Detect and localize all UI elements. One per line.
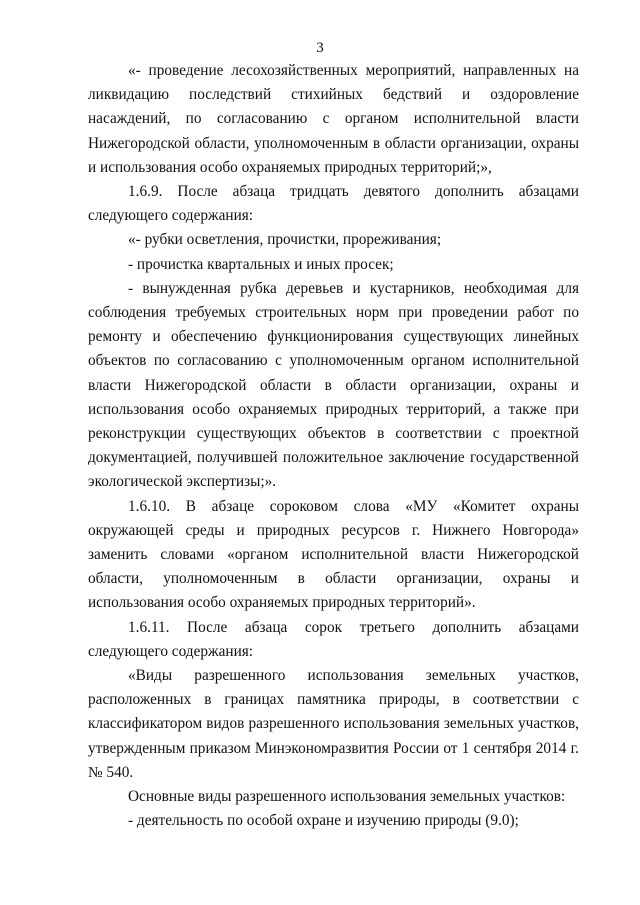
document-body <box>88 59 579 834</box>
paragraph-nature-protection: - деятельность по особой охране и изучению природы (9.0); <box>128 812 519 830</box>
page-number: 3 <box>316 40 324 56</box>
paragraph-item-1-6-9: 1.6.9. После абзаца тридцать девятого дополнить абзацами следующего содержания: <box>88 183 579 225</box>
paragraph-main-use-types: Основные виды разрешенного использования земельных участков: <box>128 788 566 806</box>
paragraph-item-1-6-10: 1.6.10. В абзаце сороковом слова «МУ «Комитет охраны окружающей среды и природных ресурсов г. Нижнего Новгорода» заменить словами «органом исполнительной власти Нижегородской области, уполномоченным в области организации, охраны и использования особо охраняемых природных территорий». <box>88 497 579 612</box>
paragraph-permitted-use-types: «Виды разрешенного использования земельных участков, расположенных в границах памятника природы, в соответствии с классификатором видов разрешенного использования земельных участков, утвержденным приказом Минэкономразвития России от 1 сентября 2014 г. № 540. <box>88 667 579 781</box>
paragraph-thinning-cuts: «- рубки осветления, прочистки, прореживания; <box>128 231 442 249</box>
paragraph-forced-felling: - вынужденная рубка деревьев и кустарников, необходимая для соблюдения требуемых строительных норм при проведении работ по ремонту и обеспечению функционирования существующих линейных объектов по согласованию с уполномоченным органом исполнительной власти Нижегородской области в области организации, охраны и использования особо охраняемых природных территорий, а также при реконструкции существующих объектов в соответствии с проектной документацией, получившей положительное заключение государственной экологической экспертизы;». <box>88 279 579 491</box>
paragraph-clearing-lines: - прочистка квартальных и иных просек; <box>128 255 394 273</box>
paragraph-forestry-measures: «- проведение лесохозяйственных мероприятий, направленных на ликвидацию последствий стихийных бедствий и оздоровление насаждений, по согласованию с органом исполнительной власти Нижегородской области, уполномоченным в области организации, охраны и использования особо охраняемых природных территорий;», <box>88 62 579 176</box>
paragraph-item-1-6-11: 1.6.11. После абзаца сорок третьего дополнить абзацами следующего содержания: <box>88 618 579 660</box>
